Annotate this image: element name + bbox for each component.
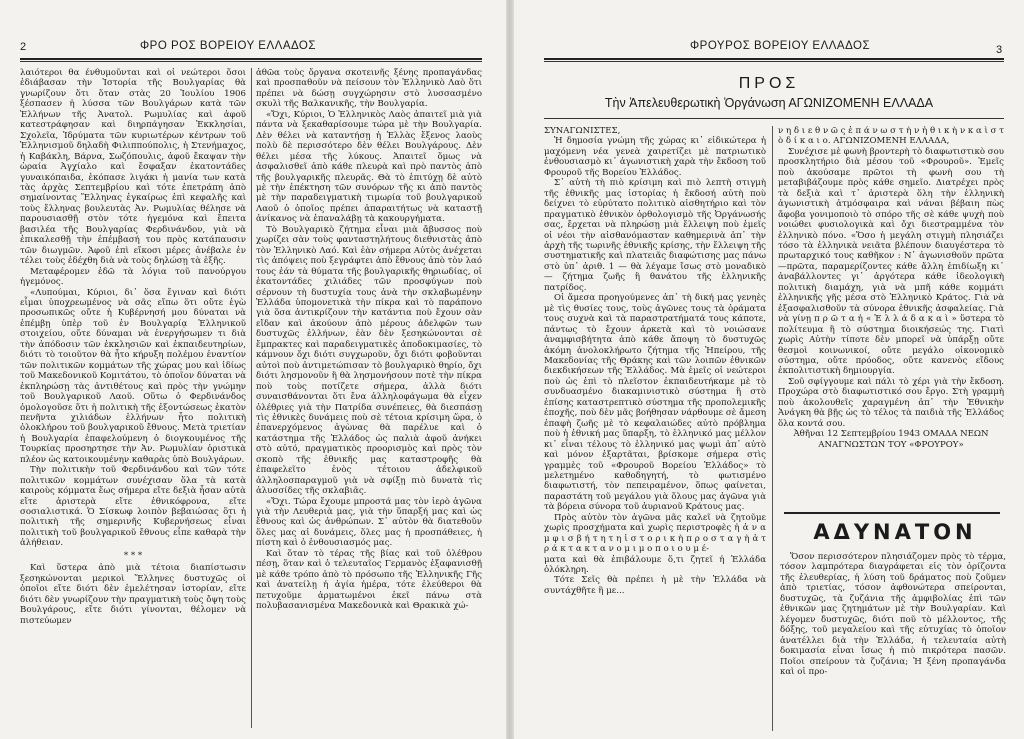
paragraph: «Ὄχι, Κύριοι, Ὁ Ἑλληνικὸς Λαὸς ἀπαιτεῖ μιὰ γιὰ πάντα νὰ ξεκαθαρίσουμε τώρα μὲ τὴν Βουλγαρία. Δὲν θέλει νὰ καταντήσῃ ἡ Ἑλλὰς ἔξενος λαοὺς πολὺ δὲ περισσότερο δὲν θέλει Βουλγάρους. Δὲν θέλει μέσα τῆς λύκους. Ἀπαιτεῖ ὅμως νὰ ἀσφαλισθεῖ ἀπὸ κάθε πλευρὰ καὶ πρὸ παντὸς ἀπὸ τῆς βουλγαρικῆς πλευρᾶς. Θὰ τὸ ἐπιτύχῃ δὲ αὐτὸ μὲ τὴν ἐπέκτηση τῶν συνόρων τῆς κι ἀπὸ παντὸς μὲ τὴν παραδειγματικὴ τιμωρία τοῦ βουλγαρικοῦ Λαοῦ ὁ ὁποῖος πρέπει ἀπαραιτήτως νὰ καταστῇ ἀνίκανος νὰ ἐπαναλάβῃ τὰ κακουργήματα.: [256, 109, 482, 225]
header-rule: [20, 58, 482, 60]
letter-column-1: [544, 126, 766, 736]
paragraph: Καὶ ὕστερα ἀπὸ μιὰ τέτοια διαπίστωσιν ξεσηκώνονται μερικοὶ Ἕλληνες δυστυχῶς οἱ ὁποῖοι εἴτε διότι δὲν ἐμελέτησαν ἱστορίαν, εἴτε διότι δὲν γνωρίζουν τὴν πραγματικὴ τοὺς ὄψη τοὺς Βουλγάρους, εἴτε διότι γίνονται, θέλομεν νὰ πιστεύωμεν: [20, 563, 246, 626]
paragraph: ν η δ ι ε θ ν ῶ ς ἐ π ά ν ω σ τ ὴ ν ἠ θ ι κ ὴ ν κ α ὶ σ τ ὸ δ ί κ α ι ο. ΑΓΩΝΙΖΟΜΕΝΗ ΕΛΛΑΔΑ,: [778, 126, 1004, 147]
header-rule-thin: [20, 61, 482, 62]
article-column-1: [20, 68, 246, 733]
adynaton-article: [780, 552, 1006, 734]
paragraph: ἀθῶα τοὺς ὄργανα σκοτεινῆς ξένης προπαγάνδας καὶ προσπαθοῦν νὰ πείσουν τὸν Ἑλληνικὸ Λαὸ ὅτι πρέπει νὰ δώσῃ συγχώρησιν στὸ λυσσασμένο σκυλὶ τῆς Βαλκανικῆς, τὴν Βουλγαρία.: [256, 68, 482, 110]
paragraph: Σοῦ σφίγγουμε καὶ πάλι τὸ χέρι γιὰ τὴν ἔκδοση. Προχώρα στὸ διαφωτιστικό σου ἔργο. Στὴ γραμμὴ ποὺ ἀκολουθεῖς χαραγμένη ἀπ᾽ τὴν Ἐθνικὴν Ἀνάγκη θὰ βῇς ὡς τὸ τέλος τὰ παιδιὰ τῆς Ἑλλάδος ὅλα κοντά σου.: [778, 376, 1004, 429]
running-head: ΦΡΟ ΡΟΣ ΒΟΡΕΙΟΥ ΕΛΛΑΔΟΣ: [140, 40, 316, 52]
paragraph: Συνέχισε μὲ φωνὴ βροντερὴ τὸ διαφωτιστικὸ σου προσκλητήριο διὰ μέσου τοῦ «Φρουροῦ». Ἐμεῖς ποὺ ἀκούσαμε πρῶτοι τὴ φωνὴ σου τὴ μεταβιβάζουμε πρὸς κάθε σημεῖο. Διατρέχει πρὸς τὰ δεξιὰ καὶ τ᾽ ἀριστερὰ ὅλη τὴν ἑλληνικὴ ἀγωνιστικὴ ἀτμόσφαιρα καὶ νάναι βέβαιη πὼς ἄφοβα γονιμοποιὸ τὸ σπόρο τῆς σὲ κάθε ψυχὴ ποὺ νοιώθει φυσιολογικὰ καὶ ὄχι διεστραμμένα τὸν ἑλληνικὸ πόνο. «Ὅσο ἡ μεγάλη στιγμὴ πλησιάζει τόσο τὰ ἑλληνικὰ νειᾶτα βλέπουν διαυγέστερα τὸ πρωταρχικό τους καθῆκον : Ν᾽ ἀγωνισθοῦν πρῶτα—πρῶτα, παραμερίζοντες κάθε ἄλλη ἐπιδίωξη κι᾽ ἀναβάλλοντες γι᾽ ἀργότερα κάθε ἰδεολογικὴ πολιτικὴ διαμάχη, γιὰ νὰ μπῆ κάθε κομμάτι ἑλληνικῆς γῆς μέσα στὸ Ἑλληνικὸ Κράτος. Γιὰ νὰ ἐξασφαλισθοῦν τὰ σύνορα ἐθνικῆς ἀσφαλείας. Γιὰ νὰ γίνῃ π ρ ῶ τ α ἡ « Ἑ λ λ ά δ α κ α ὶ » ὕστερα τὸ πολίτευμα ἢ τὸ σύστημα διοικήσεώς της. Γιατὶ χωρὶς Αὐτὴν τίποτε δὲν μπορεῖ νὰ ὑπάρξῃ οὔτε θεσμοὶ κοινωνικοί, οὔτε μεγάλο οἰκονομικὸ σύστημα, οὔτε πρόοδος, οὔτε κανενὸς εἴδους ἐκπολιτιστικὴ δημιουργία.: [778, 146, 1004, 377]
paragraph: ματα καὶ θὰ ἐπιβάλουμε ὅ,τι ζητεῖ ἡ Ἑλλάδα ὁλόκληρη.: [544, 554, 766, 576]
column-divider: [251, 68, 252, 728]
paragraph: Τότε Σεῖς θὰ πρέπει ἡ μὲ τὴν Ἑλλάδα νὰ συντάχθῆτε ἢ με...: [544, 575, 766, 596]
paragraph: Ὅσον περισσότερον πλησιάζομεν πρὸς τὸ τέρμα, τόσον λαμπρότερα διαγράφεται εἰς τὸν ὁρίζοντα τῆς ἐλευθερίας, ἡ λύση τοῦ δράματος ποὺ ζοῦμεν ἀπὸ τριετίας, τόσον ἀφθονώτερα σπείρονται, δυστυχῶς, τὰ ζυζάνια τῆς ἀμφιβολίας ἐπὶ τῶν ἐθνικῶν μας ζητημάτων μὲ τὴν Βουλγαρίαν. Καὶ λέγομεν δυστυχῶς, διότι ποῦ τὸ μέλλοντος, τῆς δόξης, τοῦ μεγαλείου καὶ τῆς εὐτυχίας τὸ ὁποῖον ἀνατέλλει διὰ τὴν Ἑλλάδα, ἡ τελευταία αὐτὴ δοκιμασία εἶναι ἴσως ἡ πιὸ πικρότερα πασῶν. Ποῖοι σπείρουν τὰ ζυζάνια; Ἡ ξένη προπαγάνδα καὶ οἱ προ-: [780, 552, 1006, 677]
header-rule: [544, 58, 1004, 60]
paragraph: Πρὸς αὐτὸν τὸν ἀγῶνα μᾶς καλεῖ νὰ ζητοῦμε χωρὶς προσχήματα καὶ χωρὶς περιστροφὲς ἡ ἀ ν α μ φ ι σ β ή τ η τ η ἱ σ τ ο ρ ι κ ὴ π ρ ο σ τ α γ ὴ ἀ τ ρ ά κ τ α κ τ α ν ο μ ι μ ο π ο ι ο υ μ έ-: [544, 512, 766, 555]
paragraph: Τὴν πολιτικὴν τοῦ Φερδινάνδου καὶ τῶν τότε πολιτικῶν κομμάτων συνέχισαν ὅλα τὰ κατὰ καιροὺς κόμματα ἕως σήμερα εἴτε δεξιὰ ἦσαν αὐτὰ εἴτε ἀριστερὰ εἴτε ἐθνικόφρονα, εἴτε σοσιαλιστικά. Ὁ Σίσκωφ λοιπὸν βεβαιώσας ὅτι ἡ πολιτικὴ τῆς σημερινῆς Κυβερνήσεως εἶναι πολιτικὴ τοῦ βουλγαρικοῦ ἔθνους εἶπε καθαρὰ τὴν ἀλήθειαν.: [20, 465, 246, 549]
paragraph: Σ᾽ αὐτὴ τὴ πιὸ κρίσιμη καὶ πιὸ λεπτὴ στιγμὴ τῆς ἐθνικῆς μας ἱστορίας ἡ ἔκδοσή αὐτὴ ποὺ δείχνει τὸ εὐρύτατο πολιτικὸ αἰσθητήριο καὶ τὸν πραγματικὸ ἐθνικὸν ὀρθολογισμὸ τῆς Ὀργάνωσής σας, ἔρχεται νὰ πληρώσῃ μιὰ ἔλλειψη ποὺ ἐμεῖς οἱ νέοι τὴν αἰσθανόμασταν καθημερινὰ ἀπ᾽ τὴν ἀρχὴ τῆς τωρινῆς ἐθνικῆς κρίσης, τὴν ἔλλειψη τῆς συστηματικῆς καὶ πλατειᾶς διαφώτισης μας πάνω στὸ ὑπ᾽ ἀριθ. 1 — θὰ λέγαμε ἴσως στὸ μοναδικὸ — ζήτημα ζωῆς ἢ θανάτου τῆς ἑλληνικῆς πατρίδος.: [544, 178, 766, 293]
column-divider: [772, 126, 773, 731]
paragraph: Οἱ ἄμεσα προηγούμενες ἀπ᾽ τὴ δική μας γενηὲς μὲ τὶς θυσίες τους, τοὺς ἀγῶνες τους τὰ ὁράματα τους συχνὰ καὶ τὰ παραστρατήματά τους κάποτε, πάντως τὸ ἔχουν ἀρκετὰ καὶ τὸ νοιώσανε ἀναμφισβήτητα ἀπὸ κάθε ἄποψη τὸ δυστυχῶς ἀκόμη ἀνολοκλήρωτο ζήτημα τῆς Ἠπείρου, τῆς Μακεδονίας τῆς Θράκης καὶ τῶν λοιπῶν ἐθνικῶν διεκδικήσεων τῆς Ἑλλάδος. Μὰ ἐμεῖς οἱ νεώτεροι ποὺ ὡς ἐπὶ τὸ πλεῖστον ἐκπαιδευτήκαμε μὲ τὸ συνδυασμένο διακαμινιστικὸ σύστημα ἢ στὸ ἐπίσης καταστρεπτικὸ σύστημα τῆς προπολεμικῆς ἐποχῆς, ποὺ δὲν μᾶς βοήθησαν νάρθουμε σὲ ἄμεση ἐπαφὴ ζωῆς μὲ τὸ κεφαλαιώδες αὐτὸ πρόβλημα ποὺ ἡ ἐθνική μας ὕπαρξη, τὸ ἑλληνικό μας μέλλον κι᾽ εἶναι τέλους τὸ ἑλληνικό μας ψωμὶ ἀπ᾽ αὐτὸ καὶ μόνον ἐξαρτᾶται, βρίσκομε σήμερα στὶς γραμμὲς τοῦ «Φρουροῦ Βορείου Ἑλλάδος» τὸ μελετημένο καθοδηγητή, τὸ φωτισμένο διαφωτιστή, τὸν πεπειραμένον, ὅπως φαίνεται, παραστάτη τοῦ μεγάλου γιὰ ὅλους μας ἀγῶνα γιὰ τὰ βόρεια σύνορα τοῦ ἀυριανοῦ Κράτους μας.: [544, 293, 766, 513]
article-column-2: [256, 68, 482, 733]
paragraph: Μεταφέρομεν ἐδῶ τὰ λόγια τοῦ πανούργου ἡγεμόνος.: [20, 266, 246, 288]
section-rule: [784, 512, 1000, 514]
paragraph: Τὸ Βουλγαρικὸ ζήτημα εἶναι μιὰ ἄβυσσος ποὺ χωρίζει σὰν τοὺς φανταστηλήτους διεθνιστὰς ἀπὸ τὸν Ἑλληνικὸ Λαό. Καὶ ἐὰν σήμερα Αὐτὸς ἀνέχεται τὶς ἀπόψεις ποὺ ξεγράφτει ἀπὸ ἔθνους ἀπὸ τὸν λαό τους ἐάν τὰ θύματα τῆς βουλγαρικῆς θηριωδίας, οἱ ἑκατοντάδες χιλιάδες τῶν προσφύγων ποὺ σέρνουν τὴ δυστυχία τους ἀνὰ τὴν σκλαβωμένην Ἑλλάδα ὑπομονετικὰ τὴν πίκρα καὶ τὸ παράπονο γιὰ ὅσα ἀντικρίζουν τὴν κατάντια ποὺ ἔχουν σὰν εἴδαν καὶ ἀκούουν ἀπὸ μέρους ἀδελφῶν των δυστυχῶς ἑλλήνων, ἐὰν δὲν ξεσηκώνονται σὲ ἔμπρακτες καὶ παραδειγματικὲς ἀποδοκιμασίες, τὸ κάμνουν ὄχι διότι συγχωροῦν, ὄχι διότι φοβοῦνται αὐτοὶ ποὺ ἀντιμετώπισαν τὸ βουλγαρικὸ θηρίο, ὄχι διότι λησμονοῦν ἢ θὰ λησμονήσουν ποτὲ τὴν πίκρα ποὺ τοὺς ποτίζετε σήμερα, ἀλλὰ διότι συναισθάνονται ὅτι ἔνα ἀλληλοφάγωμα θὰ εἶχεν ὀλέθριες γιὰ τὴν Πατρίδα συνέπειες, θὰ διεσπάσῃ τὶς ἐθνικὲς δυνάμεις ποὺ σὲ τέτοια κρίσιμη ὥρα, ὁ ἐπανερχόμενος ἀγὼνας θὰ παρέλυε καὶ ὁ κατάστημα τῆς Ἑλλάδος ὡς παλιὰ ἀφοῦ ἀνήκει στὸ αὐτό, πραγματικὸς προορισμὸς καὶ πρὸς τὸν σκοπὸ τῆς ἐθνικῆς μας καταστροφῆς θὰ ἐπαφελεῖτο ἐνὸς τέτοιου ἀδελφικοῦ ἀλληλοσπαραγμοῦ γιὰ νὰ σφίξῃ πιὸ δυνατὰ τὶς ἁλυσσίδες τῆς σκλαβιᾶς.: [256, 224, 482, 497]
page-number: 2: [20, 41, 27, 53]
letter-column-2: [778, 126, 1004, 510]
heading-rule: [544, 118, 1004, 119]
letter-subheading: Τὴν Ἀπελευθερωτικὴ Ὀργάνωση ΑΓΩΝΙΖΟΜΕΝΗ ΕΛΛΑΔΑ: [604, 96, 934, 110]
paragraph: «Ὄχι. Τώρα ἔχουμε μπροστά μας τὸν ἱερὸ ἀγῶνα γιὰ τὴν Λευθεριὰ μας, γιὰ τὴν ὕπαρξή μας καὶ ὡς ἔθνους καὶ ὡς ἀνθρώπων. Σ᾽ αὐτὸν θὰ διατεθοῦν ὅλες μας αἱ δυνάμεις, ὅλες μας ἡ προσπάθειες, ἡ πίστη καὶ ὁ ἐνθουσιασμός μας.: [256, 496, 482, 549]
left-page: [0, 0, 506, 739]
header-rule-thin: [544, 61, 1004, 62]
running-head: ΦΡΟΥΡΟΣ ΒΟΡΕΙΟΥ ΕΛΛΑΔΟΣ: [690, 40, 871, 52]
letter-heading: ΠΡΟΣ: [738, 75, 800, 92]
paragraph: «Λυπούμαι, Κύριοι, δι᾽ ὅσα ἔγιναν καὶ διότι εἶμαι ὑποχρεωμένος νὰ σᾶς εἴπω ὅτι οὔτε ἐγὼ προσωπικῶς οὔτε ἡ Κυβέρνησή μου δύναται νὰ ἐπέμβῃ ὑπὲρ τοῦ ἐν Βουλγαρίᾳ Ἑλληνικοῦ στοιχείου, οὔτε δύναμαι νὰ ἐνεργήσωμεν τι διὰ τὴν ἀπόδοσιν τῶν ἐκκλησιῶν καὶ ἐκπαιδευτηρίων, διότι τὸ τοιοῦτον θὰ ἦτο κήρυξη πολέμου ἐναντίον τῶν πολιτικῶν κομμάτων τῆς χώρας μου καὶ ἰδίως τοῦ Μακεδονικοῦ Κομιτάτου, τὸ ὁποῖον δύναται νὰ ἐκπληρώσῃ τὰς ἀντιθέτους καὶ πρὸς τὴν γνώμην τοῦ Βουλγαρικοῦ Λαοῦ. Οὕτω ὁ Φερδινάνδος ὁμολογοῦσε ὅτι ἡ πολιτικὴ τῆς ἐξοντώσεως ἑκατὸν πενῆντα χιλιάδων ἑλλήνων ἦτο πολιτικὴ ὁλοκλήρου τοῦ βουλγαρικοῦ ἔθνους. Μετὰ τριετίαν ἡ Βουλγαρία ἐπαφελούμενη ὁ διογκουμένος τῆς Τουρκίας προσηρτησε τὴν Ἀν. Ρωμυλίαν ὁριστικὰ πλέον ὡς κατοικουμένην καθαρὰς ὑπὸ Βουλγάρων.: [20, 287, 246, 465]
adynaton-title: ΑΔΥΝΑΤΟΝ: [813, 520, 977, 544]
page-number: 3: [996, 44, 1003, 56]
paragraph: Ἡ δημοσία γνώμη τῆς χώρας κι᾽ εἰδικώτερα ἡ μαχόμενη νέα γενεὰ χαιρετίζει μὲ πατριωτικὸ ἐνθουσιασμὸ κι᾽ ἀγωνιστικὴ χαρὰ τὴν ἔκδοση τοῦ Φρουροῦ τῆς Βορείου Ἑλλάδος.: [544, 136, 766, 178]
paragraph: λαιότεροι θα ένθυμοῦνται καὶ οἱ νεώτεροι ὅσοι ἐδιάβασαν τὴν Ἱστορία τῆς Βουλγαρίας θὰ γνωρίζουν ὅτι ὅταν στὰς 20 Ἰουλίου 1906 ξέσπασεν ἡ λύσσα τῶν Βουλγάρων κατὰ τῶν Ἑλλήνων τῆς Ἀνατολ. Ρωμυλίας καὶ ἀφοῦ κατεστράφησαν καὶ διηρπάγησαν Ἐκκλησίαι, Σχολεῖα, Ἱδρύματα τῶν κυριωτέρων κέντρων τοῦ Ἑλληνισμοῦ δηλαδὴ Φιλιππούπολις, ἡ Στενήμαχος, ἡ Καβάκλη, Βάρνα, Σωζόπουλις, ἀφοῦ ἔκαψαν τὴν ὡραία Ἀγχίαλο καὶ ἔσφαξαν ἑκατοντάδες γυναικόπαιδα, ἐκόπασε λιγάκι ἡ μανία των κατὰ τὰς ἀρχὰς Σεπτεμβρίου καὶ τότε ἐπετράπη ἀπὸ σημαίνοντας Ἕλληνας ἐγκαίρως ἐπὶ κεφαλῆς καὶ τοὺς ἔλληνας βουλευτὰς Ἀν. Ρωμυλίας θέλησε νὰ παρουσιασθῇ στὸν τότε ἡγεμόνα καὶ ἔπειτα βασιλέα τῆς Βουλγαρίας Φερδινάνδον, γιὰ νὰ ἐπικαλεσθῇ τὴν ἐπέμβασή του πρὸς κατάπαυσιν τῶν διωγμῶν. Ἀφοῦ ἐπὶ εἴκοσι μέρες ἀνέβαλε ἐν τέλει τοὺς ἐδέχθη διὰ νὰ τοὺς δηλώσῃ τὰ ἑξῆς.: [20, 68, 246, 267]
paragraph: Καὶ ὅταν τὸ τέρας τῆς βίας καὶ τοῦ ὀλέθρου πέσῃ, ὅταν καὶ ὁ τελευταῖος Γερμανὸς ἐξαφανισθῇ μὲ κάθε τρόπο ἀπὸ τὸ πρόσωπο τῆς Ἑλληνικῆς Γῆς καὶ ἀνατείλῃ ἡ ἁγία ἡμέρα, τότε ἐλεύθεροι θὰ πετυχοῦμε ἁρματωμένοι ἐκεῖ πάνω στὰ πολυβασανισμένα Μακεδονικὰ καὶ Θρακικὰ χώ-: [256, 548, 482, 612]
salutation: ΣΥΝΑΓΩΝΙΣΤΕΣ,: [544, 126, 621, 136]
signature: Ἀθῆναι 12 Σεπτεμβρίου 1943 ΟΜΑΔΑ ΝΕΩΝ ΑΝΑΓΝΩΣΤΩΝ ΤΟΥ «ΦΡΟΥΡΟΥ»: [793, 429, 989, 450]
section-break: * * *: [123, 550, 143, 561]
gutter: [506, 0, 514, 739]
